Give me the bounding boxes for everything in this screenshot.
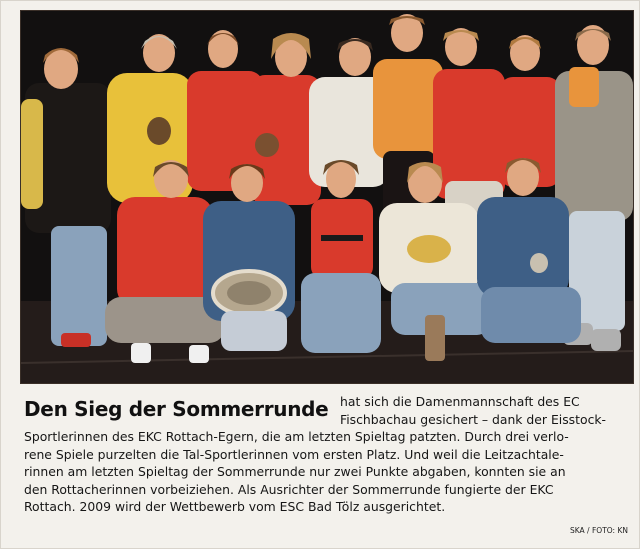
body-line: rinnen am letzten Spieltag der Sommerrunde nur zwei Punkte abgaben, konnten sie an	[24, 464, 566, 480]
team-photo-image	[21, 11, 633, 383]
body-line: rene Spiele purzelten die Tal-Sportlerinnen vom ersten Platz. Und weil die Leitzachtale-	[24, 446, 564, 462]
body-line: den Rottacherinnen vorbeiziehen. Als Ausrichter der Sommerrunde fungierte der EKC	[24, 481, 554, 497]
body-line: Sportlerinnen des EKC Rottach-Egern, die am letzten Spieltag patzten. Durch drei verlo-	[24, 429, 569, 444]
lead-line: Fischbachau gesichert – dank der Eisstock-	[340, 411, 607, 427]
article-lead	[340, 393, 632, 428]
article-body	[24, 428, 634, 516]
article-headline: Den Sieg der Sommerrunde	[24, 397, 329, 421]
lead-line: hat sich die Damenmannschaft des EC	[340, 394, 580, 409]
team-photo	[20, 10, 634, 384]
body-line: Rottach. 2009 wird der Wettbewerb vom ESC Bad Tölz ausgerichtet.	[24, 499, 446, 515]
photo-credit: SKA / FOTO: KN	[570, 526, 628, 535]
